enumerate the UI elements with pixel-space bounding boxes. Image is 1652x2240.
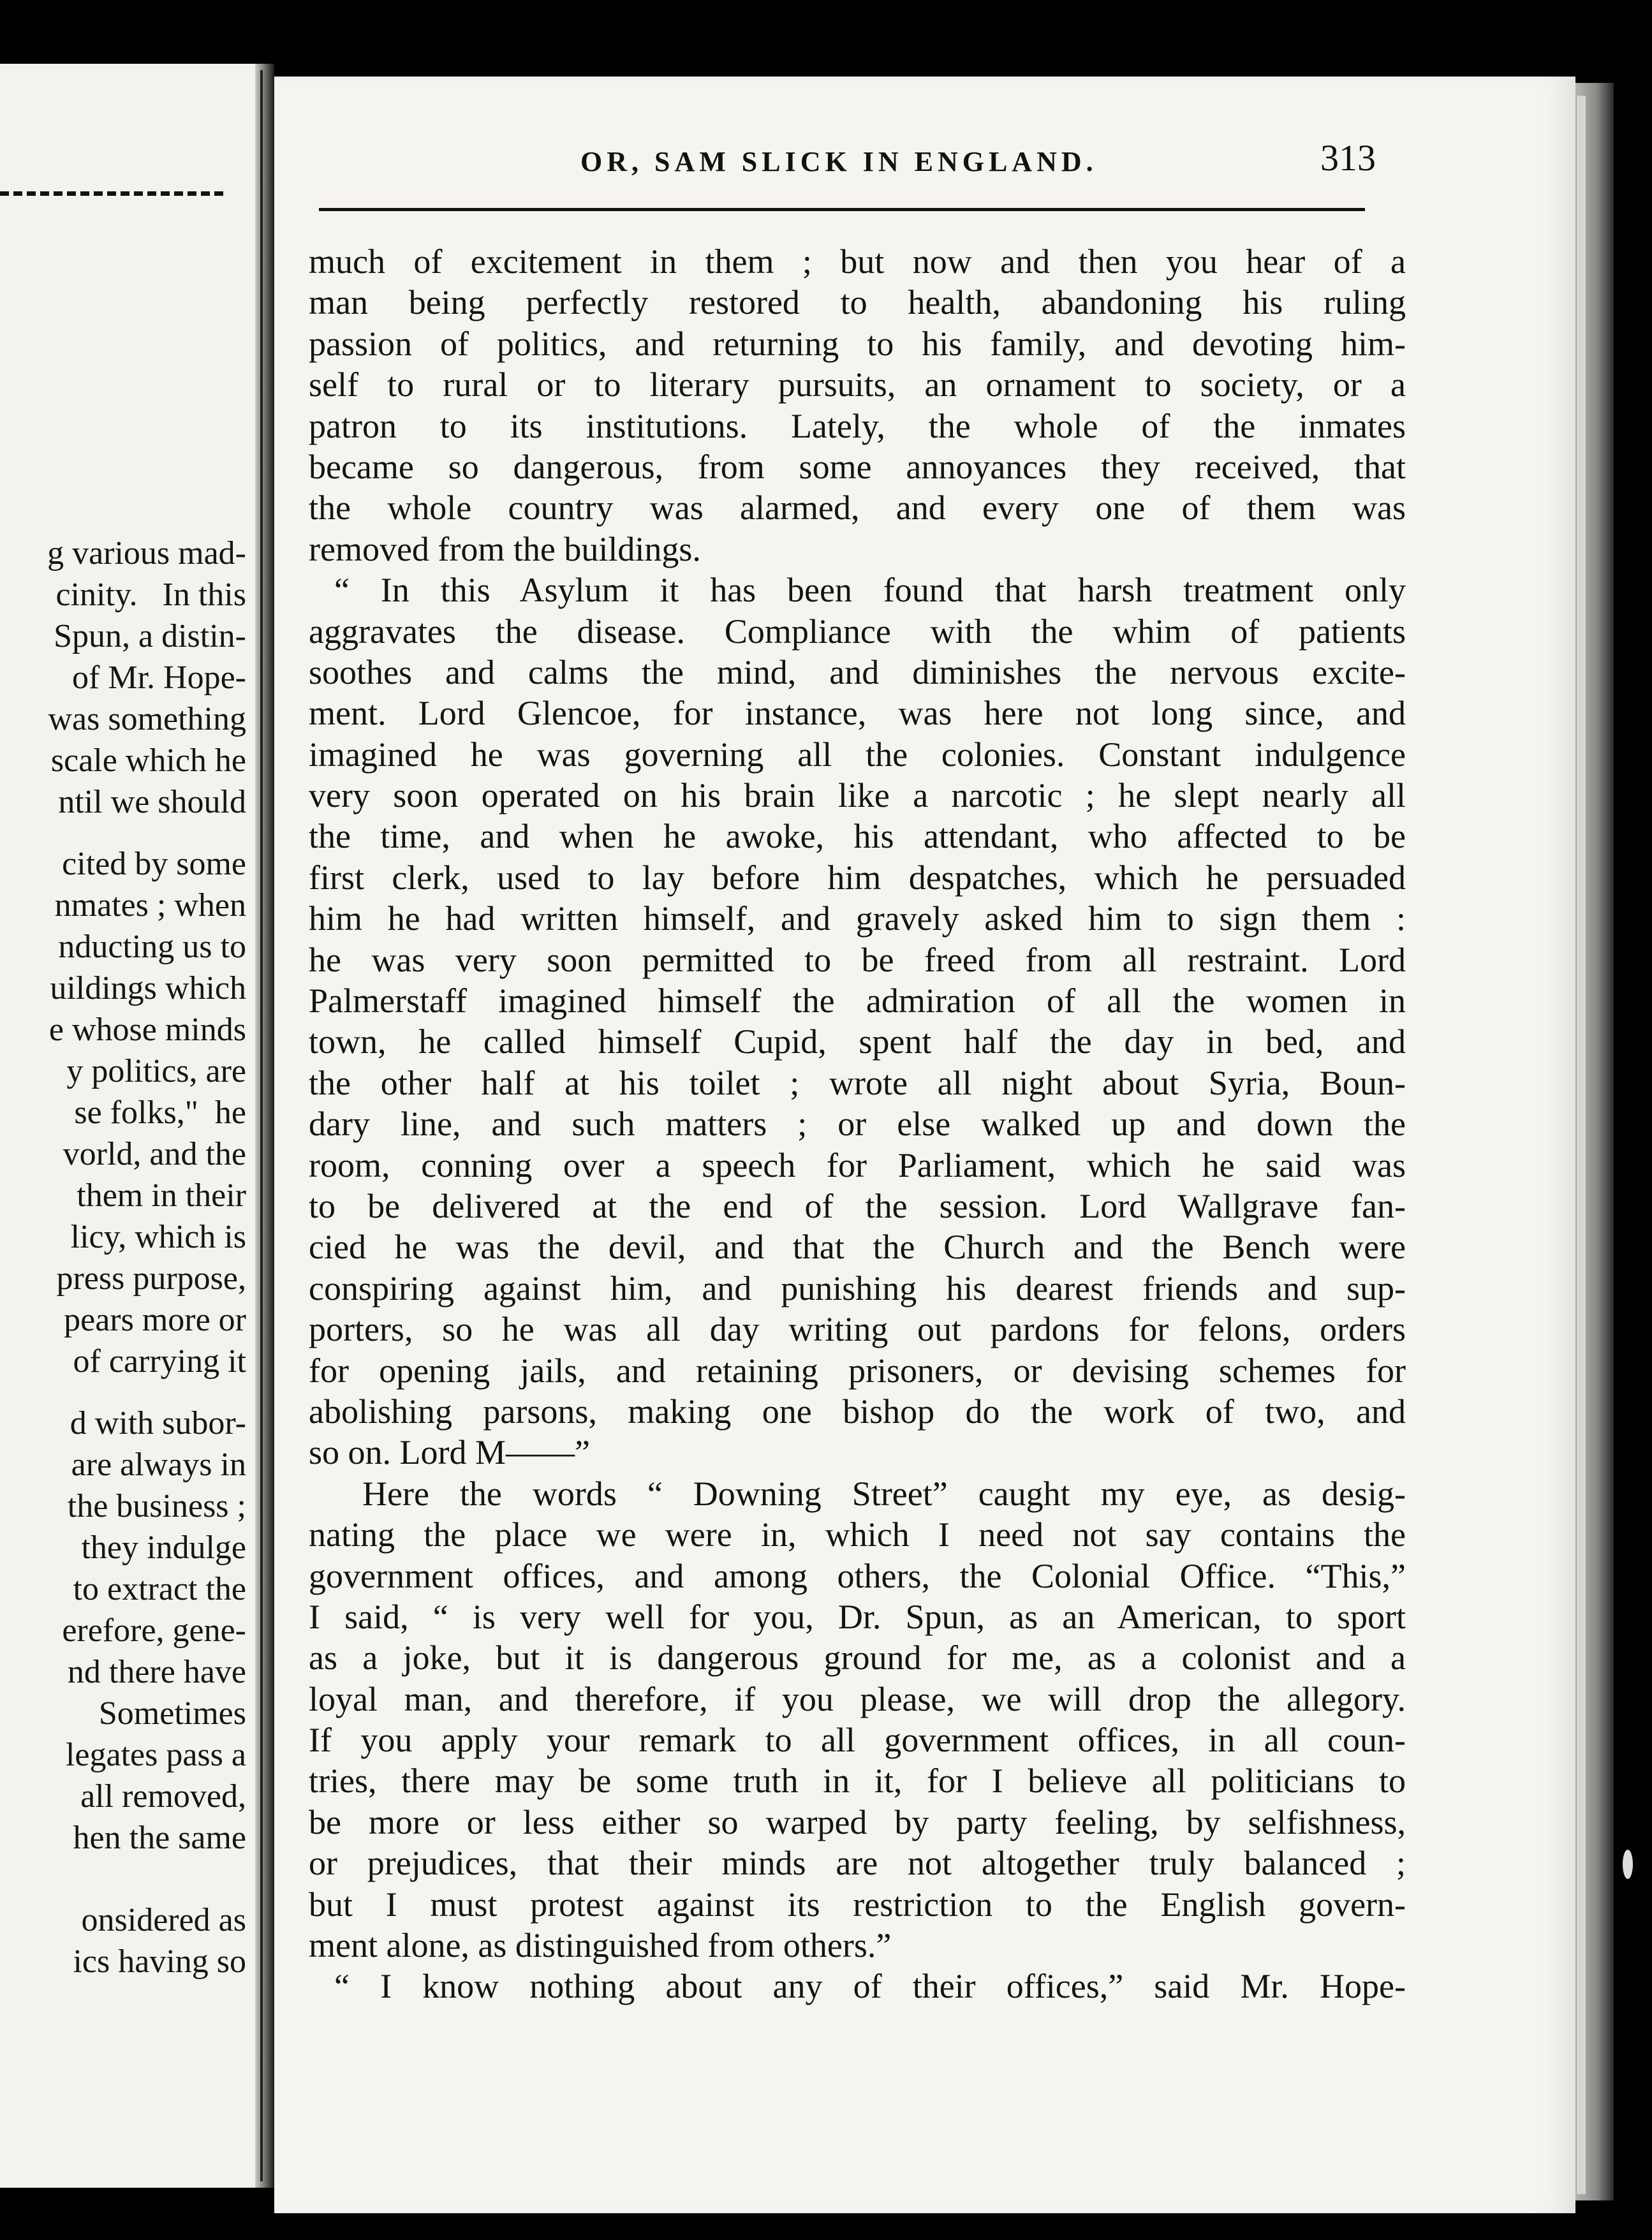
text-line: first clerk, used to lay before him despatches, which he persuaded <box>309 858 1406 897</box>
left-line: scale which he <box>50 742 246 779</box>
left-line: they indulge <box>81 1529 246 1566</box>
text-line: dary line, and such matters ; or else walked up and down the <box>309 1105 1406 1144</box>
page-edge-strip <box>1575 96 1586 2194</box>
text-line: soothes and calms the mind, and diminishes the nervous excite- <box>309 652 1406 691</box>
left-line: legates pass a <box>65 1737 246 1773</box>
text-line: him he had written himself, and gravely asked him to sign them : <box>309 899 1406 938</box>
left-line: g various mad- <box>47 535 246 571</box>
text-line: ment. Lord Glencoe, for instance, was here not long since, and <box>309 694 1406 733</box>
text-line: imagined he was governing all the colonies. Constant indulgence <box>309 735 1406 774</box>
left-line: hen the same <box>73 1820 246 1856</box>
text-line: patron to its institutions. Lately, the whole of the inmates <box>309 406 1406 445</box>
left-line: Spun, a distin- <box>54 618 246 654</box>
left-page-rule <box>0 191 223 196</box>
text-line: room, conning over a speech for Parliament, which he said was <box>309 1146 1406 1184</box>
text-line: town, he called himself Cupid, spent half the day in bed, and <box>309 1022 1406 1061</box>
text-line: or prejudices, that their minds are not altogether truly balanced ; <box>309 1844 1406 1883</box>
running-head: OR, SAM SLICK IN ENGLAND. <box>580 146 1098 177</box>
text-line: aggravates the disease. Compliance with the whim of patients <box>309 612 1406 651</box>
left-page-fragment <box>0 64 255 2188</box>
text-line: passion of politics, and returning to his family, and devoting him- <box>309 324 1406 363</box>
text-line: abolishing parsons, making one bishop do the work of two, and <box>309 1392 1406 1431</box>
text-line: became so dangerous, from some annoyances they received, that <box>309 447 1406 486</box>
text-line: “ I know nothing about any of their offices,” said Mr. Hope- <box>334 1967 1406 2006</box>
left-line: ics having so <box>73 1943 246 1980</box>
page-number: 313 <box>1320 137 1376 179</box>
text-line: ment alone, as distinguished from others.” <box>309 1926 892 1965</box>
left-line: was something <box>48 701 246 737</box>
text-line: loyal man, and therefore, if you please, we will drop the allegory. <box>309 1679 1406 1718</box>
margin-ink-mark <box>1623 1850 1633 1879</box>
text-line: the time, and when he awoke, his attendant, who affected to be <box>309 817 1406 856</box>
left-line: cinity. In this <box>55 577 246 613</box>
left-line: pears more or <box>64 1302 246 1338</box>
left-line: Sometimes <box>98 1695 246 1732</box>
left-page-text <box>0 533 255 1982</box>
left-line: to extract the <box>73 1571 246 1607</box>
text-line: government offices, and among others, the Colonial Office. “This,” <box>309 1556 1406 1595</box>
text-line: Here the words “ Downing Street” caught my eye, as desig- <box>362 1474 1406 1513</box>
left-line: y politics, are <box>66 1053 246 1089</box>
text-line: for opening jails, and retaining prisoners, or devising schemes for <box>309 1351 1406 1390</box>
header-rule <box>319 208 1365 211</box>
left-line: all removed, <box>80 1778 246 1815</box>
left-line: them in their <box>77 1177 246 1214</box>
left-line: se folks," he <box>74 1094 246 1131</box>
text-line: conspiring against him, and punishing his dearest friends and sup- <box>309 1269 1406 1308</box>
text-line: If you apply your remark to all government offices, in all coun- <box>309 1721 1406 1760</box>
page-body-text <box>309 241 1406 2007</box>
left-line: cited by some <box>62 846 246 882</box>
text-line: cied he was the devil, and that the Church and the Bench were <box>309 1228 1406 1267</box>
book-gutter <box>255 64 274 2188</box>
text-line: the other half at his toilet ; wrote all night about Syria, Boun- <box>309 1063 1406 1102</box>
left-line: the business ; <box>67 1488 246 1524</box>
text-line: removed from the buildings. <box>309 529 701 568</box>
text-line: nating the place we were in, which I need not say contains the <box>309 1515 1406 1554</box>
left-line: onsidered as <box>81 1902 246 1938</box>
left-line: licy, which is <box>70 1219 246 1255</box>
left-line: vorld, and the <box>63 1136 246 1172</box>
text-line: to be delivered at the end of the session. Lord Wallgrave fan- <box>309 1186 1406 1225</box>
text-line: but I must protest against its restriction to the English govern- <box>309 1885 1406 1924</box>
text-line: so on. Lord M——” <box>309 1433 590 1472</box>
text-line: porters, so he was all day writing out pardons for felons, orders <box>309 1310 1406 1349</box>
gutter-shadow-line <box>260 70 263 2181</box>
left-line: uildings which <box>50 970 246 1006</box>
text-line: the whole country was alarmed, and every one of them was <box>309 489 1406 527</box>
left-line-gap <box>0 1879 255 1899</box>
text-line: self to rural or to literary pursuits, an ornament to society, or a <box>309 365 1406 404</box>
left-line-gap <box>0 1382 255 1403</box>
left-line: ntil we should <box>58 784 246 820</box>
left-line: press purpose, <box>56 1260 246 1297</box>
text-line: Palmerstaff imagined himself the admiration of all the women in <box>309 982 1406 1021</box>
text-line: man being perfectly restored to health, abandoning his ruling <box>309 283 1406 322</box>
left-line: nmates ; when <box>54 887 246 924</box>
left-line: of Mr. Hope- <box>72 659 246 696</box>
text-line: I said, “ is very well for you, Dr. Spun, as an American, to sport <box>309 1597 1406 1636</box>
left-line: nd there have <box>67 1654 246 1690</box>
text-line: very soon operated on his brain like a narcotic ; he slept nearly all <box>309 776 1406 815</box>
text-line: he was very soon permitted to be freed from all restraint. Lord <box>309 940 1406 979</box>
text-line: “ In this Asylum it has been found that harsh treatment only <box>334 571 1406 610</box>
left-line-gap <box>0 1859 255 1879</box>
text-line: as a joke, but it is dangerous ground for me, as a colonist and a <box>309 1639 1406 1677</box>
left-line: nducting us to <box>58 929 246 965</box>
left-line: d with subor- <box>70 1405 246 1441</box>
text-line: much of excitement in them ; but now and then you hear of a <box>309 242 1406 281</box>
text-line: tries, there may be some truth in it, for I believe all politicians to <box>309 1762 1406 1801</box>
left-line-gap <box>0 823 255 843</box>
left-line: are always in <box>71 1447 246 1483</box>
left-line: erefore, gene- <box>62 1612 246 1649</box>
left-line: e whose minds <box>48 1012 246 1048</box>
text-line: be more or less either so warped by party feeling, by selfishness, <box>309 1802 1406 1841</box>
left-line: of carrying it <box>73 1343 246 1380</box>
